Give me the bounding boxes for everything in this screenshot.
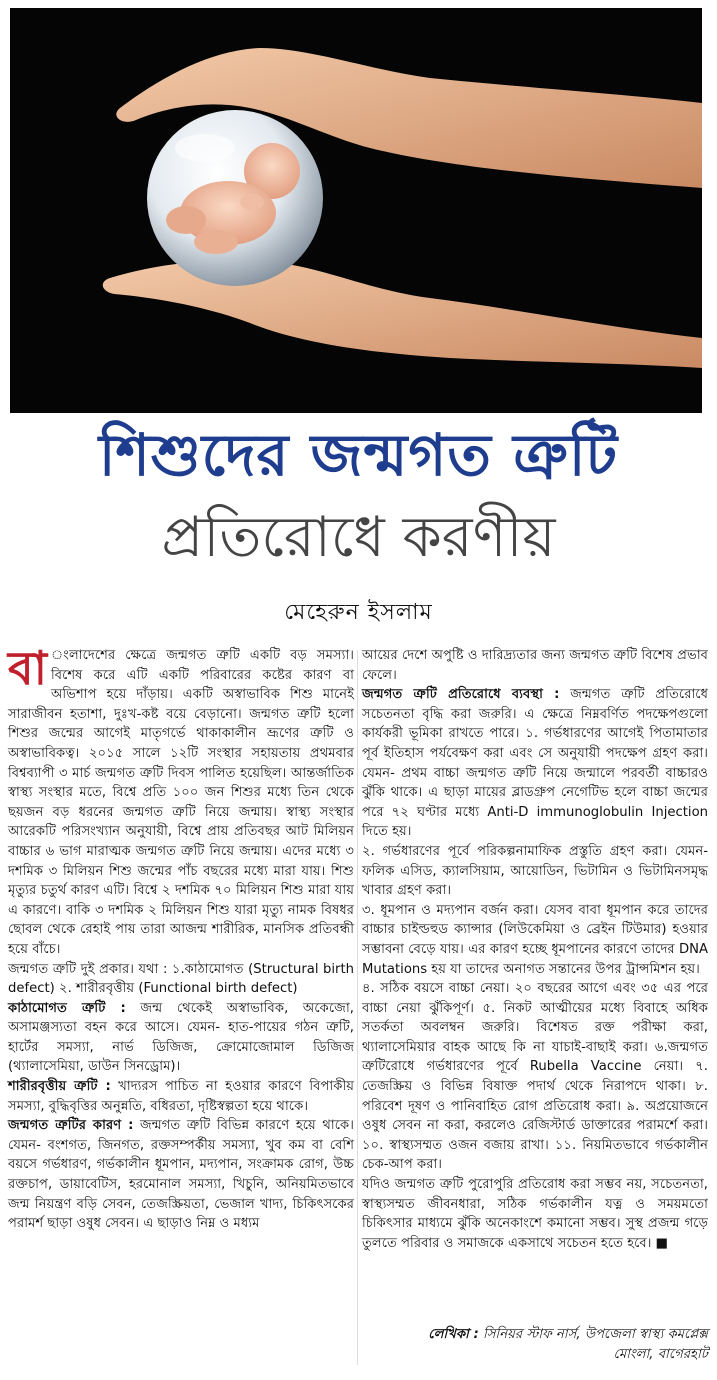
- signature-line-1: [362, 1325, 708, 1345]
- structural-label: কাঠামোগত ত্রুটি :: [8, 1000, 126, 1016]
- column-divider: [357, 650, 358, 1365]
- intro-paragraph: [8, 641, 354, 960]
- prevention-paragraph: [362, 685, 708, 842]
- point-2: ২. গর্ভধারণের পূর্বে পরিকল্পনামাফিক প্রস্তুতি গ্রহণ করা। যেমন- ফলিক এসিড, ক্যালসিয়াম, আয়োডিন, ভিটামিন ও ভিটামিনসমৃদ্ধ খাবার গ্রহণ করা।: [362, 843, 708, 899]
- structural-paragraph: [8, 999, 354, 1077]
- point-4-to-11: ৪. সঠিক বয়সে বাচ্চা নেয়া। ২০ বছরের আগে এবং ৩৫ এর পরে বাচ্চা নেয়া ঝুঁকিপূর্ণ। ৫. নিকট আত্মীয়ের মধ্যে বিবাহে অধিক সতর্কতা অবলম্বন জরুরি। বিশেষত রক্ত পরীক্ষা করা, থ্যালাসেমিয়ার বাহক আছে কি না যাচাই-বাছাই করা। ৬.জন্মগত ত্রুটিরোধে গর্ভধারণের পূর্বে Rubella Vaccine নেয়া। ৭. তেজস্ক্রিয় ও বিভিন্ন বিষাক্ত পদার্থ থেকে নিরাপদে থাকা। ৮. পরিবেশ দূষণ ও পানিবাহিত রোগ প্রতিরোধ করা। ৯. অপ্রয়োজনে ওষুধ সেবন না করা, করলেও রেজিস্টার্ড ডাক্তারের পরামর্শে করা। ১০. স্বাস্থ্যসম্মত ওজন বজায় রাখা। ১১. নিয়মিতভাবে গর্ভকালীন চেক-আপ করা।: [362, 981, 708, 1173]
- types-paragraph: জন্মগত ত্রুটি দুই প্রকার। যথা : ১.কাঠামোগত (Structural birth defect) ২. শারীরবৃত্তীয় (Functional birth defect): [8, 961, 354, 997]
- drop-cap: বা: [8, 641, 47, 695]
- structural-text: জন্ম থেকেই অস্বাভাবিক, অকেজো, অসামঞ্জস্যতা বহন করে আসে। যেমন- হাত-পায়ের গঠন ত্রুটি, হার্টের সমস্যা, নার্ভ ডিজিজ, ক্রোমোজোমাল ডিজিজ (থ্যালাসেমিয়া, ডাউন সিনড্রোম)।: [8, 1000, 354, 1075]
- continuation-paragraph: আয়ের দেশে অপুষ্টি ও দারিদ্র্যতার জন্য জন্মগত ত্রুটি বিশেষ প্রভাব ফেলে।: [362, 648, 708, 683]
- hands-fetus-illustration: [10, 8, 702, 413]
- right-column: [362, 646, 708, 1253]
- headline-line-1: শিশুদের জন্মগত ত্রুটি: [98, 421, 619, 489]
- signature-role: সিনিয়র স্টাফ নার্স, উপজেলা স্বাস্থ্য কমপ্লেক্স: [478, 1327, 708, 1342]
- conclusion-paragraph: যদিও জন্মগত ত্রুটি পুরোপুরি প্রতিরোধ করা সম্ভব নয়, সচেতনতা, স্বাস্থ্যসম্মত জীবনধারা, সঠিক গর্ভকালীন যত্ন ও সময়মতো চিকিৎসার মাধ্যমে ঝুঁকি অনেকাংশে কমানো সম্ভব। সুস্থ প্রজন্ম গড়ে তুলতে পরিবার ও সমাজকে একসাথে সচেতন হতে হবে। ■: [362, 1177, 708, 1251]
- hands-cupping-fetus-photo: [10, 8, 702, 413]
- author-byline: মেহেরুন ইসলাম: [284, 600, 433, 625]
- headline-line-2: প্রতিরোধে করণীয়: [161, 505, 556, 570]
- prevention-label: জন্মগত ত্রুটি প্রতিরোধে ব্যবস্থা :: [362, 687, 560, 703]
- causes-text: জন্মগত ত্রুটি বিভিন্ন কারণে হয়ে থাকে। যেমন- বংশগত, জিনগত, রক্তসম্পর্কীয় সমস্যা, খুব কম বা বেশি বয়সে গর্ভধারণ, গর্ভকালীন ধূমপান, মদ্যপান, সংক্রামক রোগ, উচ্চ রক্তচাপ, ডায়াবেটিস, হরমোনাল সমস্যা, খিচুনি, অনিয়মিতভাবে জন্ম নিয়ন্ত্রণ বড়ি সেবন, তেজস্ক্রিয়তা, ভেজাল খাদ্য, চিকিৎসকের পরামর্শ ছাড়া ওষুধ সেবন। এ ছাড়াও নিম্ন ও মধ্যম: [8, 1118, 354, 1232]
- intro-text: ংলাদেশের ক্ষেত্রে জন্মগত ত্রুটি একটি বড় সমস্যা। বিশেষ করে এটি একটি পরিবারের কষ্টের কারণ বা অভিশাপ হয়ে দাঁড়ায়। একটি অস্বাভাবিক শিশু মানেই সারাজীবন হতাশা, দুঃখ-কষ্ট বয়ে বেড়ানো। জন্মগত ত্রুটি হলো শিশুর জন্মের আগেই মাতৃগর্ভে থাকাকালীন ভ্রূণের ত্রুটি ও অস্বাভাবিকত্ব। ২০১৫ সালে ১২টি সংস্থার সহায়তায় প্রথমবার বিশ্বব্যাপী ৩ মার্চ জন্মগত ত্রুটি দিবস পালিত হয়েছিল। আন্তর্জাতিক স্বাস্থ্য সংস্থার মতে, বিশ্বে প্রতি ১০০ জন শিশুর মধ্যে তিন থেকে ছয়জন বড় ধরনের জন্মগত ত্রুটি নিয়ে জন্মায়। স্বাস্থ্য সংস্থার আরেকটি পরিসংখ্যান অনুযায়ী, বিশ্বে প্রায় প্রতিবছর আট মিলিয়ন বাচ্চার ৬ ভাগ মারাত্মক জন্মগত ত্রুটি নিয়ে জন্মায়। এদের মধ্যে ৩ দশমিক ৩ মিলিয়ন শিশু জন্মের পাঁচ বছরের মধ্যে মারা যায়। শিশু মৃত্যুর চতুর্থ কারণ এটি। বিশ্বে ২ দশমিক ৭০ মিলিয়ন শিশু মারা যায় এ কারণে। বাকি ৩ দশমিক ২ মিলিয়ন শিশু যারা মৃত্যু নামক বিষধর ছোবল থেকে রেহাই পায় তারা আজন্ম শারীরিক, মানসিক প্রতিবন্ধী হয়ে বাঁচে।: [8, 648, 354, 957]
- functional-paragraph: [8, 1077, 354, 1116]
- functional-text: খাদ্যরস পাচিত না হওয়ার কারণে বিপাকীয় সমস্যা, বুদ্ধিবৃত্তির অনুন্নতি, বধিরতা, দৃষ্টিস্বল্পতা হয়ে থাকে।: [8, 1079, 354, 1114]
- left-column: [8, 641, 354, 1234]
- author-signature: [362, 1325, 708, 1365]
- signature-line-2: মোংলা, বাগেরহাট: [613, 1347, 708, 1362]
- functional-label: শারীরবৃত্তীয় ত্রুটি :: [8, 1079, 111, 1095]
- signature-label: লেখিকা :: [428, 1327, 479, 1342]
- causes-paragraph: [8, 1116, 354, 1234]
- point-3: ৩. ধূমপান ও মদ্যপান বর্জন করা। যেসব বাবা ধূমপান করে তাদের বাচ্চার চাইল্ডহুড ক্যান্সার (লিউকেমিয়া ও ব্রেইন টিউমার) হওয়ার সম্ভাবনা বেড়ে যায়। এর কারণ হচ্ছে ধূমপানের কারণে তাদের DNA Mutations হয় যা তাদের অনাগত সন্তানের উপর ট্রান্সমিশন হয়।: [362, 902, 708, 977]
- prevention-text: জন্মগত ত্রুটি প্রতিরোধে সচেতনতা বৃদ্ধি করা জরুরি। এ ক্ষেত্রে নিম্নবর্ণিত পদক্ষেপগুলো কার্যকরী ভূমিকা রাখতে পারে। ১. গর্ভধারণের আগেই পিতামাতার পূর্ব ইতিহাস পর্যবেক্ষণ করা এবং সে অনুযায়ী পদক্ষেপ গ্রহণ করা। যেমন- প্রথম বাচ্চা জন্মগত ত্রুটি নিয়ে জন্মালে পরবর্তী বাচ্চারও ঝুঁকি থাকে। এ ছাড়া মায়ের ব্লাডগ্রুপ নেগেটিভ হলে বাচ্চা জন্মের পরে ৭২ ঘণ্টার মধ্যে Anti-D immunoglobulin Injection দিতে হয়।: [362, 687, 709, 840]
- causes-label: জন্মগত ত্রুটির কারণ :: [8, 1118, 134, 1134]
